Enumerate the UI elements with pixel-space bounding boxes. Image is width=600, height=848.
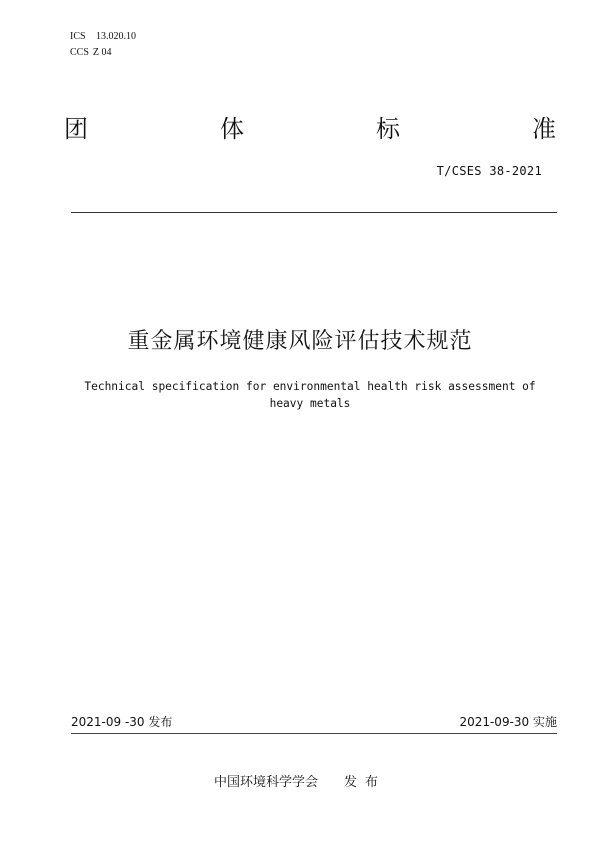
standard-type-char: 准 bbox=[532, 115, 556, 143]
title-chinese: 重金属环境健康风险评估技术规范 bbox=[127, 329, 473, 354]
ics-label: ICS bbox=[70, 31, 86, 42]
title-english-line-2: heavy metals bbox=[269, 397, 351, 410]
publisher-organization: 中国环境科学学会 bbox=[213, 775, 318, 790]
title-english-line-1: Technical specification for environmental health risk assessment of bbox=[84, 380, 536, 393]
standard-type-char: 团 bbox=[64, 115, 88, 143]
date-row bbox=[71, 713, 557, 731]
bottom-divider bbox=[71, 733, 557, 734]
standard-type-char: 体 bbox=[220, 115, 244, 143]
ics-code: 13.020.10 bbox=[96, 31, 136, 42]
ccs-label: CCS bbox=[70, 47, 89, 58]
standard-type-heading bbox=[64, 113, 556, 145]
standard-type-char: 标 bbox=[376, 115, 400, 143]
implementation-date: 2021-09-30 实施 bbox=[459, 715, 557, 729]
issue-date: 2021-09 -30 发布 bbox=[71, 715, 173, 729]
title-english bbox=[60, 378, 560, 412]
publisher-action: 发布 bbox=[344, 775, 387, 790]
ics-line bbox=[70, 29, 136, 45]
ccs-code: Z 04 bbox=[92, 47, 112, 58]
standard-number: T/CSES 38-2021 bbox=[436, 164, 542, 178]
top-divider bbox=[71, 212, 557, 213]
publisher-line bbox=[0, 774, 600, 792]
classification-codes bbox=[70, 29, 136, 61]
ccs-line bbox=[70, 45, 136, 61]
